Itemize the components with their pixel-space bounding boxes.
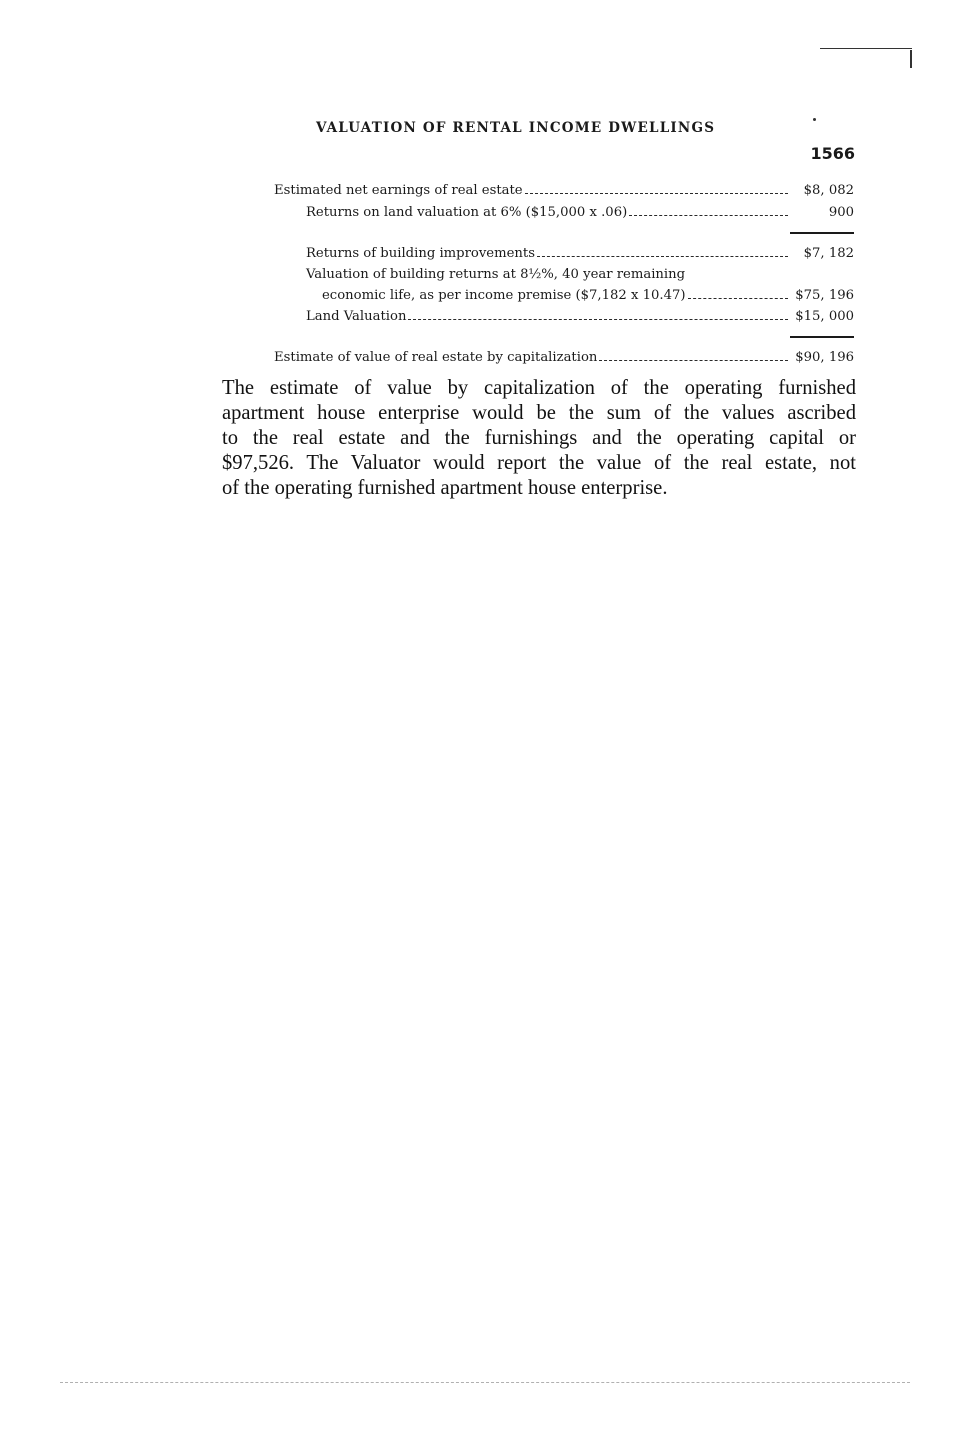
land-returns-amount: 900: [828, 205, 854, 220]
ink-speck: [813, 118, 816, 121]
building-returns-amount: $7, 182: [803, 246, 854, 261]
subtotal-rule: [790, 232, 854, 234]
net-earnings-row: [274, 183, 854, 198]
dot-leader: [408, 319, 788, 320]
page-edge-bottom: [60, 1382, 910, 1383]
building-valuation-row: [322, 288, 854, 303]
total-row: [274, 350, 854, 365]
paragraph-line: of the operating furnished apartment house enterprise.: [222, 477, 668, 500]
page-number: 1566: [810, 144, 855, 163]
paragraph-line: $97,526. The Valuator would report the value of the real estate, not: [222, 452, 856, 475]
dot-leader: [599, 360, 788, 361]
dot-leader: [537, 256, 788, 257]
dot-leader: [629, 215, 788, 216]
building-valuation-amount: $75, 196: [795, 288, 854, 303]
dot-leader: [688, 298, 788, 299]
paragraph-line: The estimate of value by capitalization of the operating furnished: [222, 377, 856, 399]
land-valuation-amount: $15, 000: [795, 309, 854, 324]
land-valuation-label: Land Valuation: [306, 309, 407, 324]
land-returns-row: [306, 205, 854, 220]
total-amount: $90, 196: [795, 350, 854, 365]
building-returns-row: [306, 246, 854, 261]
page-edge-mark: [910, 50, 912, 68]
body-paragraph: [222, 376, 856, 501]
running-header-title: VALUATION OF RENTAL INCOME DWELLINGS: [316, 120, 716, 136]
land-valuation-row: [306, 309, 854, 324]
net-earnings-label: Estimated net earnings of real estate: [274, 183, 523, 198]
net-earnings-amount: $8, 082: [803, 183, 854, 198]
building-returns-label: Returns of building improvements: [306, 246, 535, 261]
page-edge-top: [820, 48, 912, 49]
paragraph-line: apartment house enterprise would be the sum of the values ascribed: [222, 402, 856, 425]
land-returns-label: Returns on land valuation at 6% ($15,000 x .06): [306, 205, 628, 220]
paragraph-line: to the real estate and the furnishings and the operating capital or: [222, 427, 856, 450]
dot-leader: [525, 193, 788, 194]
total-label: Estimate of value of real estate by capitalization: [274, 350, 598, 365]
building-valuation-label-line2: economic life, as per income premise ($7,182 x 10.47): [322, 288, 686, 303]
total-rule: [790, 336, 854, 338]
building-valuation-label-line1: Valuation of building returns at 8½%, 40 year remaining: [306, 267, 686, 282]
